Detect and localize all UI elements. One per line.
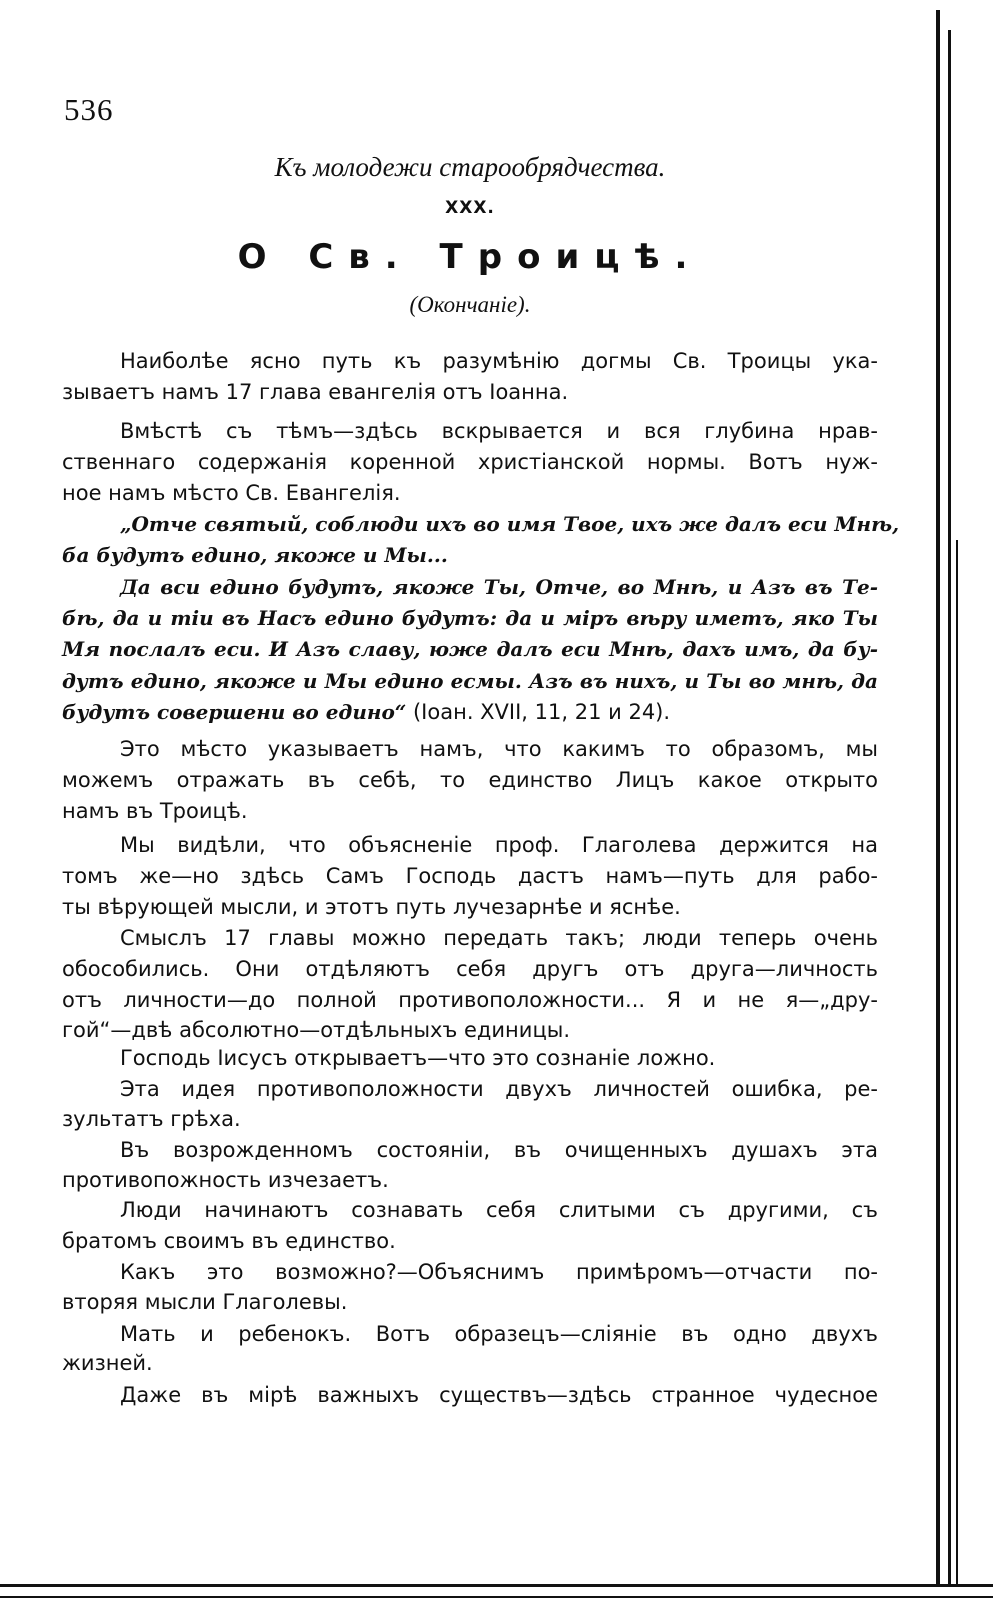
text-line: Это мѣсто указываетъ намъ, что какимъ то образомъ, мы: [120, 737, 878, 761]
quote-line: Мя послалъ еси. И Азъ славу, юже далъ еси Мнѣ, дахъ имъ, да бу-: [62, 637, 878, 661]
scan-edge-line: [948, 30, 951, 1585]
quote-reference: (Іоан. XVII, 11, 21 и 24).: [406, 700, 671, 724]
text-line: Какъ это возможно?—Объяснимъ примѣромъ—отчасти по-: [120, 1260, 878, 1284]
text-line: Господь Іисусъ открываетъ—что это сознаніе ложно.: [120, 1046, 716, 1070]
text-line: намъ въ Троицѣ.: [62, 799, 248, 823]
article-subtitle: (Окончаніе).: [409, 292, 531, 317]
scan-edge-line: [956, 540, 958, 1585]
text-line: гой“—двѣ абсолютно—отдѣльныхъ единицы.: [62, 1018, 570, 1042]
text-line: Даже въ мірѣ важныхъ существъ—здѣсь странное чудесное: [120, 1383, 878, 1407]
quote-line: Да вси едино будутъ, якоже Ты, Отче, во Мнѣ, и Азъ въ Те-: [120, 575, 878, 599]
text-line: отъ личности—до полной противоположности... Я и не я—„дру-: [62, 988, 878, 1012]
quote-line: бѣ, да и тіи въ Насъ едино будутъ: да и міръ вѣру иметъ, яко Ты: [62, 606, 878, 630]
text-line: Мы видѣли, что объясненіе проф. Глаголева держится на: [120, 833, 878, 857]
quote-line: дутъ едино, якоже и Мы едино есмы. Азъ въ нихъ, и Ты во мнѣ, да: [62, 669, 878, 693]
page-number: 536: [64, 92, 114, 127]
running-head: Къ молодежи старообрядчества.: [274, 152, 666, 182]
text-line: Люди начинаютъ сознавать себя слитыми съ другими, съ: [120, 1198, 878, 1222]
section-number: XXX.: [445, 198, 495, 218]
scan-edge-line: [936, 10, 940, 1585]
text-line: Эта идея противоположности двухъ личностей ошибка, ре-: [120, 1077, 878, 1101]
text-line: братомъ своимъ въ единство.: [62, 1229, 396, 1253]
scan-bottom-line: [0, 1584, 993, 1587]
text-line: обособились. Они отдѣляютъ себя другъ отъ друга—личность: [62, 957, 878, 981]
text-line: вторяя мысли Глаголевы.: [62, 1290, 348, 1314]
text-line: жизней.: [62, 1351, 153, 1375]
text-line: зультатъ грѣха.: [62, 1107, 241, 1131]
text-line: зываетъ намъ 17 глава евангелія отъ Іоанна.: [62, 380, 569, 404]
text-line: томъ же—но здѣсь Самъ Господь дастъ намъ—путь для рабо-: [62, 864, 878, 888]
text-line: ное намъ мѣсто Св. Евангелія.: [62, 481, 401, 505]
text-line: ты вѣрующей мысли, и этотъ путь лучезарнѣе и яснѣе.: [62, 895, 681, 919]
text-line: Мать и ребенокъ. Вотъ образецъ—сліяніе въ одно двухъ: [120, 1322, 878, 1346]
text-line: ственнаго содержанія коренной христіанской нормы. Вотъ нуж-: [62, 450, 878, 474]
text-line: противопожность изчезаетъ.: [62, 1168, 389, 1192]
text-line: Наиболѣе ясно путь къ разумѣнію догмы Св. Троицы ука-: [120, 349, 878, 373]
article-title: О Св. Троицѣ.: [237, 237, 703, 277]
quote-line: „Отче святый, соблюди ихъ во имя Твое, ихъ же далъ еси Мнѣ,: [120, 512, 900, 536]
text-line: Смыслъ 17 главы можно передать такъ; люди теперь очень: [120, 926, 878, 950]
quote-end: будутъ совершени во едино“: [62, 700, 407, 724]
text-line: Вмѣстѣ съ тѣмъ—здѣсь вскрывается и вся глубина нрав-: [120, 419, 878, 443]
quote-line-last: [62, 699, 878, 727]
scan-bottom-line: [0, 1596, 993, 1598]
quote-line: ба будутъ едино, якоже и Мы...: [62, 543, 448, 567]
text-line: можемъ отражать въ себѣ, то единство Лицъ какое открыто: [62, 768, 878, 792]
text-line: Въ возрожденномъ состояніи, въ очищенныхъ душахъ эта: [120, 1138, 878, 1162]
